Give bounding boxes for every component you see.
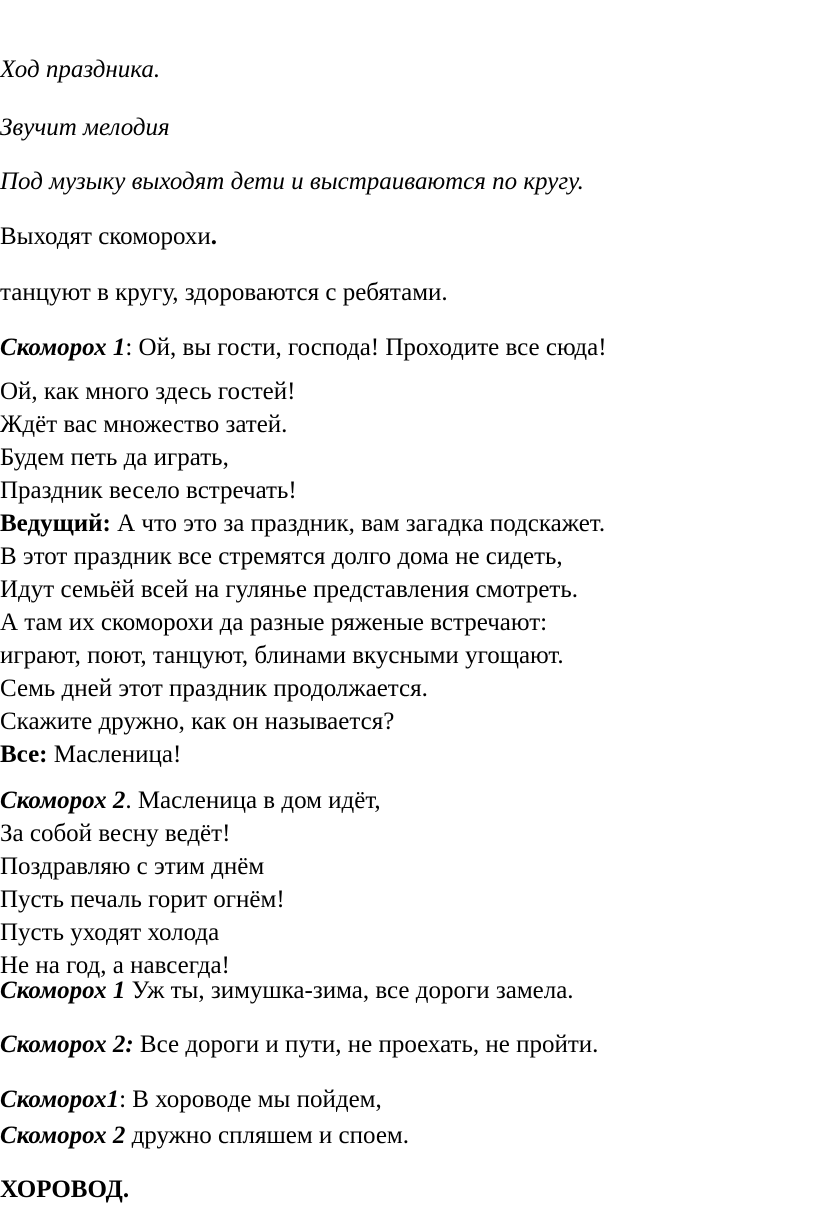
riddle-line-5: Семь дней этот праздник продолжается. [0,675,428,702]
verse1-line-2: Ждёт вас множество затей. [0,411,288,438]
line-skomorokh2-roads [0,1030,598,1060]
heading-khorovod: ХОРОВОД. [0,1176,130,1203]
speech-text: Масленица! [47,741,182,768]
speech-text: В хороводе мы пойдем, [126,1086,382,1113]
heading-event-course: Ход праздника. [0,56,161,83]
verse2-line-2: Поздравляю с этим днём [0,853,265,880]
speaker-all: Все: [0,741,48,768]
speech-text: . Масленица в дом идёт, [125,787,381,814]
riddle-line-3: А там их скоморохи да разные ряженые встречают: [0,609,548,636]
line-skomorokh1-winter [0,976,574,1006]
speech-text: : Ой, вы гости, господа! Проходите все сюда! [125,334,607,361]
speaker-skomorokh1: Скоморох 1 [0,334,126,361]
verse1-line-4: Праздник весело встречать! [0,477,297,504]
stage-direction-dance: танцуют в кругу, здороваются с ребятами. [0,279,448,306]
speech-colon: : [119,1086,127,1113]
speech-text: Все дороги и пути, не проехать, не пройти. [133,1031,599,1058]
line-host-riddle [0,509,605,539]
jesters-text: Выходят скоморохи [0,223,211,250]
speaker-skomorokh2: Скоморох 2 [0,787,126,814]
stage-direction-jesters [0,222,217,252]
riddle-line-1: В этот праздник все стремятся долго дома не сидеть, [0,543,563,570]
line-skomorokh1-greeting [0,333,607,363]
speaker-skomorokh2: Скоморох 2: [0,1031,134,1058]
verse2-line-1: За собой весну ведёт! [0,820,231,847]
line-skomorokh2-sing [0,1121,409,1151]
speech-text: дружно спляшем и споем. [125,1122,409,1149]
speech-text: Уж ты, зимушка-зима, все дороги замела. [125,977,574,1004]
line-skomorokh1-dance [0,1085,382,1115]
speaker-skomorokh1: Скоморох1 [0,1086,120,1113]
verse2-line-3: Пусть печаль горит огнём! [0,886,285,913]
verse1-line-3: Будем петь да играть, [0,444,229,471]
stage-direction-melody: Звучит мелодия [0,114,170,141]
speaker-host: Ведущий: [0,510,111,537]
line-skomorokh2-maslenitsa [0,786,381,816]
riddle-line-6: Скажите дружно, как он называется? [0,708,395,735]
jesters-period: . [210,223,218,250]
riddle-line-2: Идут семьёй всей на гулянье представления смотреть. [0,576,578,603]
verse2-line-4: Пусть уходят холода [0,919,220,946]
line-all-answer [0,740,181,770]
verse1-line-1: Ой, как много здесь гостей! [0,378,296,405]
speaker-skomorokh1: Скоморох 1 [0,977,126,1004]
stage-direction-children: Под музыку выходят дети и выстраиваются по кругу. [0,168,584,195]
riddle-line-4: играют, поют, танцуют, блинами вкусными угощают. [0,642,564,669]
speech-text: А что это за праздник, вам загадка подскажет. [110,510,606,537]
speaker-skomorokh2: Скоморох 2 [0,1122,126,1149]
verse2-line-5: Не на год, а навсегда! [0,952,230,979]
